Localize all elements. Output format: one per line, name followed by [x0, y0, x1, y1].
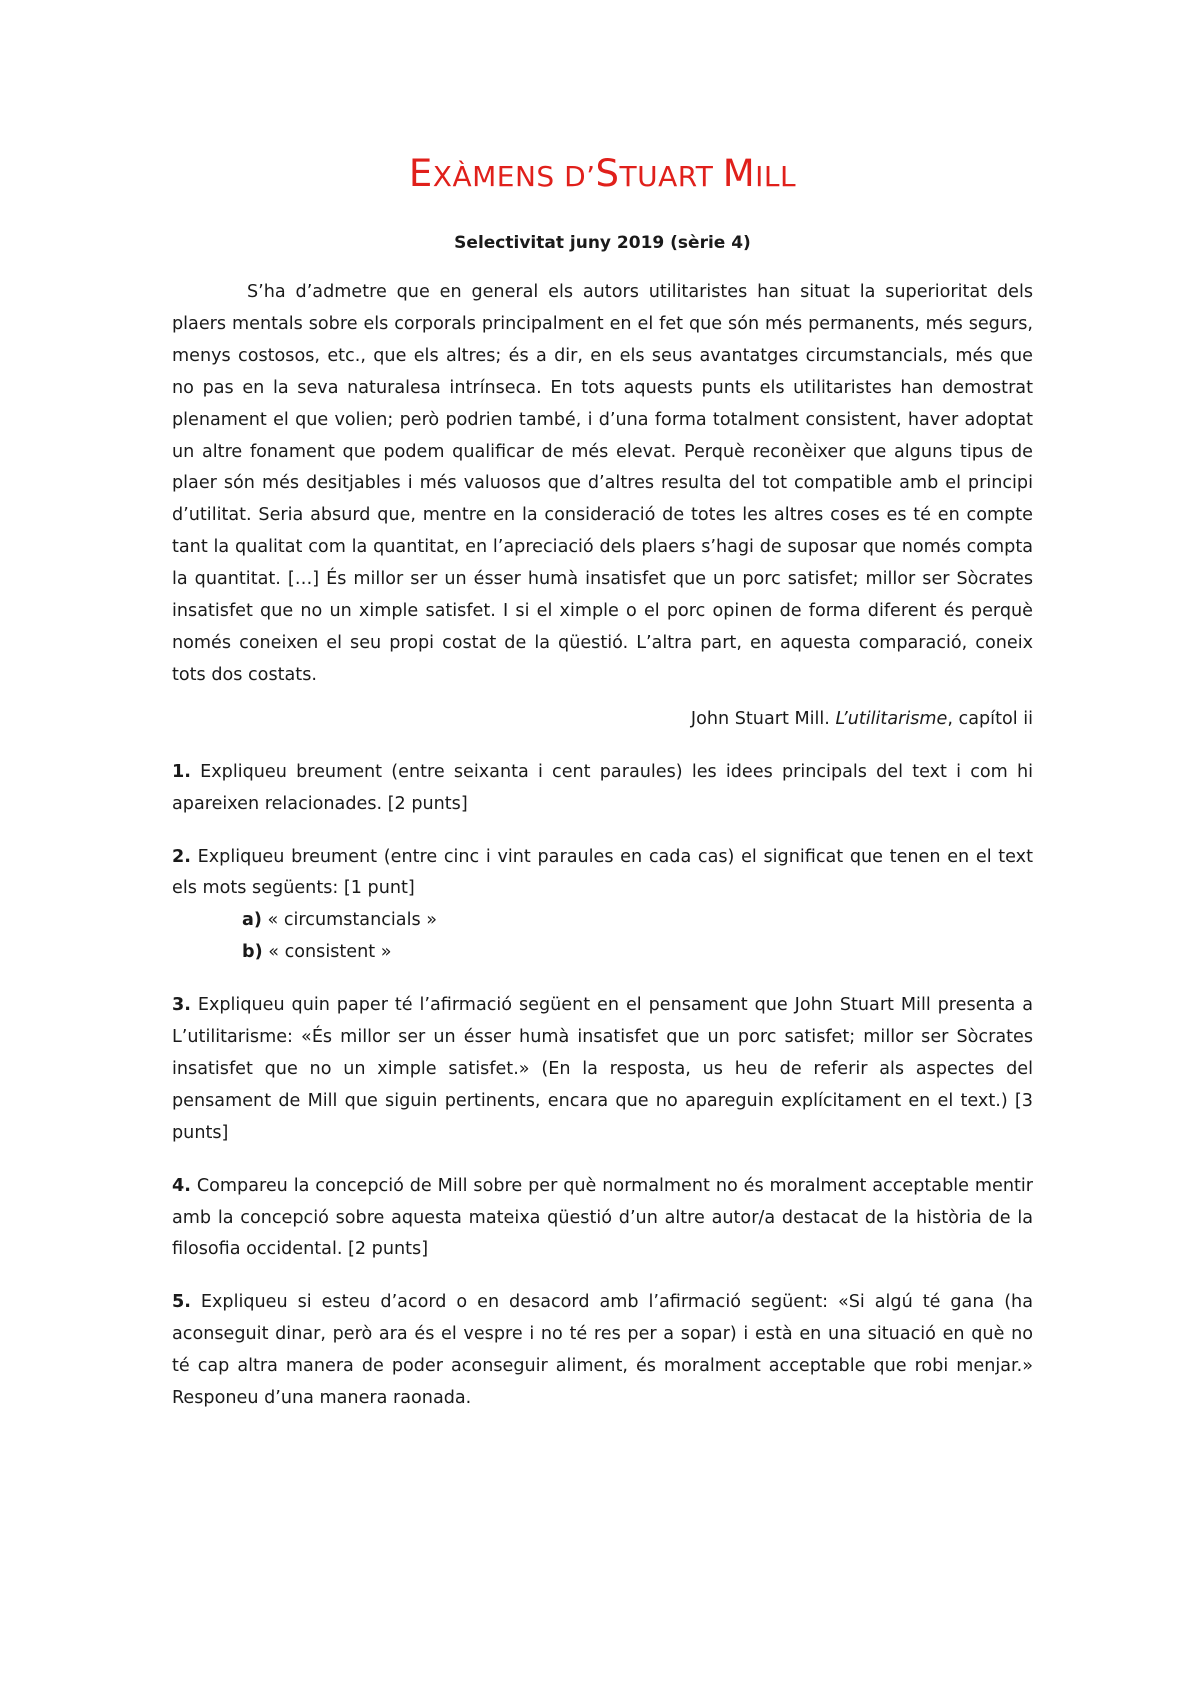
- question-number: 5.: [172, 1292, 191, 1313]
- question-number: 3.: [172, 995, 191, 1016]
- citation-chapter: , capítol ii: [947, 708, 1033, 729]
- title-small-caps-tuart: TUART: [619, 160, 723, 193]
- question-3: [172, 990, 1033, 1150]
- title-small-caps-xamens: XÀMENS D’: [432, 160, 596, 193]
- question-2-subitem-a: [242, 905, 1033, 937]
- citation-work: L’utilitarisme: [835, 708, 948, 729]
- question-2-subitem-b: [242, 937, 1033, 969]
- citation-author: John Stuart Mill.: [690, 708, 836, 729]
- question-number: 2.: [172, 846, 191, 867]
- title-cap-m: M: [722, 152, 756, 195]
- question-1: [172, 757, 1033, 821]
- question-number: 4.: [172, 1175, 191, 1196]
- title-small-caps-ill: ILL: [755, 160, 797, 193]
- text-citation: [172, 704, 1033, 736]
- page-title: [172, 150, 1033, 201]
- title-cap-e: E: [408, 152, 433, 195]
- question-number: 1.: [172, 761, 191, 782]
- subitem-text: « circumstancials »: [261, 910, 437, 931]
- question-4: [172, 1171, 1033, 1267]
- question-text: Expliqueu quin paper té l’afirmació següent en el pensament que John Stuart Mill presenta a L’utilitarisme: «És millor ser un ésser humà insatisfet que un porc satisfet; millor ser Sòcrates insatisfet que no un ximple satisfet.» (En la resposta, us heu de referir als aspectes del pensament de Mill que siguin pertinents, encara que no apareguin explícitament en el text.) [3 punts]: [172, 995, 1033, 1143]
- exam-subtitle: Selectivitat juny 2019 (sèrie 4): [454, 233, 751, 253]
- title-cap-s: S: [595, 152, 620, 195]
- question-2-subitems: [172, 905, 1033, 969]
- source-text: S’ha d’admetre que en general els autors utilitaristes han situat la superioritat dels plaers mentals sobre els corporals principalment en el fet que són més permanents, més segurs, menys costosos, etc., que els altres; és a dir, en els seus avantatges circumstancials, més que no pas en la seva naturalesa intrínseca. En tots aquests punts els utilitaristes han demostrat plenament el que volien; però podrien també, i d’una forma totalment consistent, haver adoptat un altre fonament que podem qualificar de més elevat. Perquè reconèixer que alguns tipus de plaer són més desitjables i més valuosos que d’altres resulta del tot compatible amb el principi d’utilitat. Seria absurd que, mentre en la consideració de totes les altres coses es té en compte tant la qualitat com la quantitat, en l’apreciació dels plaers s’hagi de suposar que només compta la quantitat. […] És millor ser un ésser humà insatisfet que un porc satisfet; millor ser Sòcrates insatisfet que no un ximple satisfet. I si el ximple o el porc opinen de forma diferent és perquè només coneixen el seu propi costat de la qüestió. L’altra part, en aquesta comparació, coneix tots dos costats.: [172, 282, 1033, 685]
- question-2: [172, 842, 1033, 906]
- question-text: Expliqueu breument (entre cinc i vint paraules en cada cas) el significat que tenen en el text els mots següents: [1 punt]: [172, 846, 1033, 899]
- question-5: [172, 1287, 1033, 1415]
- question-text: Expliqueu si esteu d’acord o en desacord amb l’afirmació següent: «Si algú té gana (ha aconseguit dinar, però ara és el vespre i no té res per a sopar) i està en una situació en què no té cap altra manera de poder aconseguir aliment, és moralment acceptable que robi menjar.» Responeu d’una manera raonada.: [172, 1292, 1033, 1409]
- page-content: [172, 150, 1033, 1415]
- question-text: Compareu la concepció de Mill sobre per què normalment no és moralment acceptable mentir amb la concepció sobre aquesta mateixa qüestió d’un altre autor/a destacat de la història de la filosofia occidental. [2 punts]: [172, 1175, 1033, 1260]
- subitem-letter: a): [242, 910, 262, 931]
- subitem-text: « consistent »: [262, 942, 392, 963]
- subitem-letter: b): [242, 942, 263, 963]
- question-text: Expliqueu breument (entre seixanta i cent paraules) les idees principals del text i com hi apareixen relacionades. [2 punts]: [172, 761, 1033, 814]
